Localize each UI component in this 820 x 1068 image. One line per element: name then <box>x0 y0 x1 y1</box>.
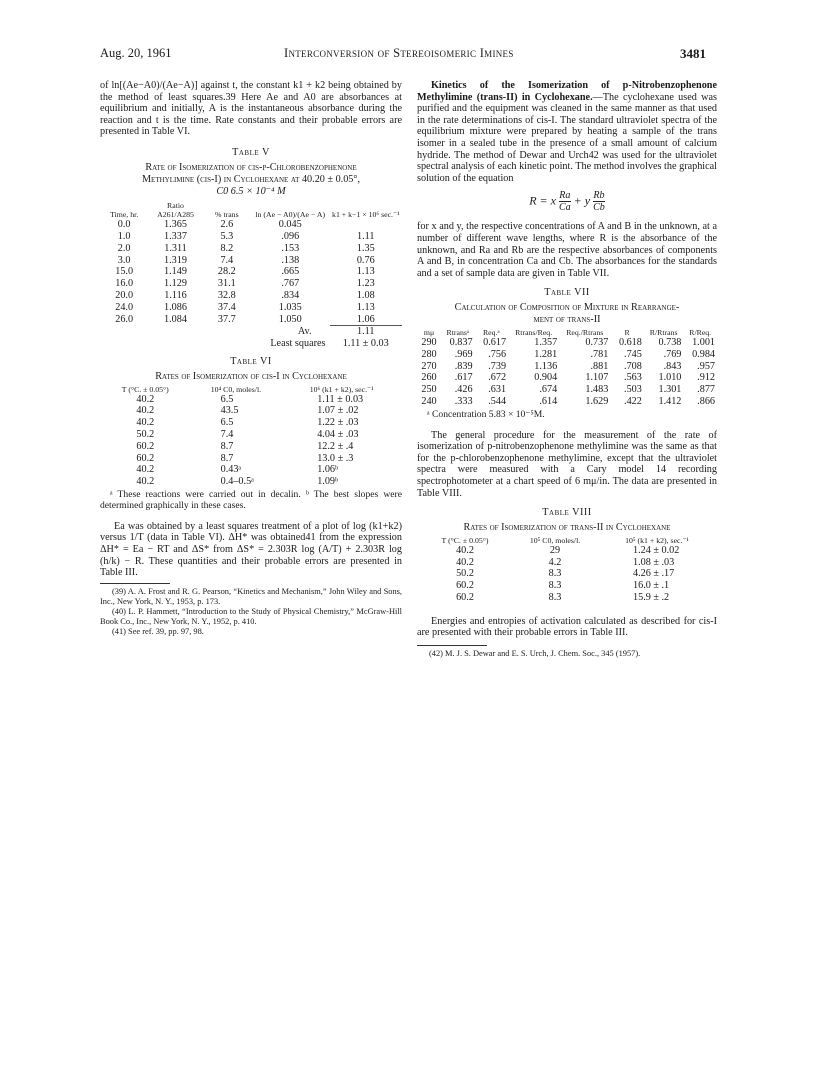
kinetics-paragraph: The cyclohexane used was purified and the equipment was cleaned in the same manner as that used in the rate determinations of cis-I. The standard ultraviolet spectra of the equilibrium mixture were prepared by heating a sample of the trans isomer in a sealed tube in the presence of a small amount of calcium hydride. The method of Dewar and Urch42 was used for the ultraviolet spectral analysis of each kinetic point. The method involves the graphical solution of the equation <box>417 91 717 184</box>
table-cell: 26.0 <box>115 313 134 325</box>
table-cell: 1.319 <box>164 254 187 266</box>
table-cell: 1.301 <box>658 384 682 396</box>
table-cell: .563 <box>624 372 642 384</box>
table-row <box>100 464 402 476</box>
table5-body <box>100 219 402 350</box>
table5-col-header: % trans <box>215 210 239 220</box>
table8-header-row <box>417 536 717 545</box>
table-cell: 0.738 <box>658 336 682 348</box>
table-cell: 16.0 ± .1 <box>633 580 670 592</box>
table-cell: 6.5 <box>220 417 234 429</box>
table-cell: 1.357 <box>534 336 558 348</box>
table-cell: 1.129 <box>164 278 187 290</box>
table-cell: 270 <box>421 360 437 372</box>
average-label: Av. <box>297 326 312 338</box>
table5-col-header: Ratio A261/A285 <box>157 201 194 220</box>
table-cell: .767 <box>281 278 300 290</box>
table8-label: Table VIII <box>542 507 592 519</box>
table-cell: .866 <box>697 395 715 407</box>
table-cell: 1.35 <box>356 242 375 254</box>
table-cell: 40.2 <box>136 393 155 405</box>
table-cell: 1.13 <box>356 266 375 278</box>
table-cell: 1.116 <box>164 289 187 301</box>
table-cell: 32.8 <box>217 289 236 301</box>
table-cell: 8.3 <box>548 568 562 580</box>
table-cell: 1.107 <box>585 372 609 384</box>
fraction-b <box>593 190 605 213</box>
table-cell: .665 <box>281 266 300 278</box>
table7-col-header: R/Req. <box>689 327 712 337</box>
table6-footnote: ᵃ These reactions were carried out in decalin. ᵇ The best slopes were determined graphically in these cases. <box>100 488 402 511</box>
table-cell: 0.4–0.5ᵃ <box>220 476 254 488</box>
table8-col-header: 10⁵ (k1 + k2), sec.⁻¹ <box>625 535 689 545</box>
table-row <box>417 372 717 384</box>
table-row <box>417 337 717 349</box>
table-cell: .957 <box>697 360 715 372</box>
table-cell: 280 <box>421 348 437 360</box>
table-cell: .756 <box>488 348 507 360</box>
table-cell: 1.010 <box>658 372 682 384</box>
table-cell: 6.5 <box>220 393 234 405</box>
table-cell: 8.3 <box>548 580 562 592</box>
table-cell: 1.11 <box>357 230 375 242</box>
table8-body <box>417 545 717 604</box>
table8-col-header: 10⁵ C0, moles/l. <box>529 535 581 545</box>
table-cell: 60.2 <box>136 440 155 452</box>
table-cell: .674 <box>539 384 558 396</box>
table-cell: 50.2 <box>456 568 474 580</box>
table7-col-header: Rtrans/Req. <box>515 327 553 337</box>
table-cell: 2.0 <box>117 242 131 254</box>
table-cell: .745 <box>624 348 642 360</box>
table6-col-header: T (°C. ± 0.05°) <box>121 384 169 394</box>
table-cell: 0.617 <box>483 336 507 348</box>
table-cell: 1.22 ± .03 <box>317 417 359 429</box>
table-cell: .843 <box>663 360 682 372</box>
table-row <box>100 231 402 243</box>
table5-label: Table V <box>232 146 270 158</box>
table7-footnote: ᵃ Concentration 5.83 × 10⁻⁵M. <box>427 408 545 420</box>
table7-col-header: mμ <box>423 327 435 337</box>
table7-label: Table VII <box>544 287 590 299</box>
table-cell: 1.08 <box>356 289 375 301</box>
table-cell: .631 <box>488 384 507 396</box>
table-row <box>100 476 402 488</box>
table-cell: .739 <box>488 360 507 372</box>
table-row <box>100 453 402 465</box>
table-cell: 1.412 <box>658 395 682 407</box>
table-cell: .881 <box>590 360 609 372</box>
table5-subtitle: C0 6.5 × 10⁻⁴ M <box>216 185 286 197</box>
table-cell: 15.9 ± .2 <box>633 592 670 604</box>
section-heading: Kinetics of the Isomerization of p-Nitrobenzophenone Methylimine (trans-II) in Cyclohexane. <box>417 80 717 103</box>
table-cell: 60.2 <box>136 452 155 464</box>
table6 <box>100 385 402 488</box>
table-cell: 40.2 <box>136 417 155 429</box>
table8 <box>417 536 717 604</box>
table-cell: 1.09ᵇ <box>317 476 339 488</box>
table-cell: 40.2 <box>136 405 155 417</box>
reference-42: (42) M. J. S. Dewar and E. S. Urch, J. Chem. Soc., 345 (1957). <box>429 649 641 659</box>
table-cell: 260 <box>421 372 437 384</box>
table5 <box>100 201 402 350</box>
table-cell: 1.084 <box>164 313 187 325</box>
table-cell: 0.045 <box>278 219 302 231</box>
activation-paragraph: Ea was obtained by a least squares treatment of a plot of log (k1+k2) versus 1/T (data in Table VI). ΔH* was obtained41 from the expression ΔH* = Ea − RT and ΔS* from ΔS* = 2.303R log (A/T) + 2.303R log (h/k) − R. These quantities and their probable errors are presented in Table III. <box>100 520 402 579</box>
table-cell: .426 <box>454 384 473 396</box>
table5-col-header: Time, hr. <box>110 210 139 220</box>
table-cell: 0.984 <box>692 348 715 360</box>
table-row <box>100 314 402 326</box>
table7-body <box>417 337 717 408</box>
table-cell: .834 <box>281 289 300 301</box>
reference-39: (39) A. A. Frost and R. G. Pearson, “Kinetics and Mechanism,” John Wiley and Sons, Inc., New York, N. Y., 1953, p. 173. <box>100 586 402 606</box>
frac-numerator: Rb <box>593 190 605 202</box>
table5-col-header: k1 + k−1 × 10⁶ sec.⁻¹ <box>332 210 400 220</box>
table-cell: 1.311 <box>164 242 187 254</box>
table-cell: 0.837 <box>449 336 473 348</box>
table-cell: 40.2 <box>456 556 474 568</box>
footnote-rule <box>417 645 487 646</box>
table-cell: 16.0 <box>115 278 134 290</box>
table-cell: 1.06ᵇ <box>317 464 339 476</box>
table-cell: .153 <box>281 242 300 254</box>
table-cell: .138 <box>281 254 300 266</box>
table-row <box>100 290 402 302</box>
table7-title-line1: Calculation of Composition of Mixture in Rearrange- <box>454 301 680 313</box>
table-cell: 0.737 <box>585 336 609 348</box>
table-cell: 5.3 <box>220 230 234 242</box>
dewar-urch-equation <box>417 190 717 213</box>
table-cell: 1.24 ± 0.02 <box>633 544 680 556</box>
table-cell: 1.11 ± 0.03 <box>317 393 364 405</box>
table-cell: 1.050 <box>278 313 302 325</box>
table-cell: .096 <box>281 230 300 242</box>
energies-paragraph: Energies and entropies of activation calculated as described for cis-I are presented with their probable errors in Table III. <box>417 615 717 639</box>
table-cell: 1.06 <box>356 313 375 325</box>
running-title: Interconversion of Stereoisomeric Imines <box>284 46 514 60</box>
table6-header-row <box>100 385 402 394</box>
table-row <box>100 405 402 417</box>
table-cell: 4.2 <box>548 556 562 568</box>
table-row <box>417 557 717 569</box>
table-cell: 15.0 <box>115 266 134 278</box>
table-cell: 31.1 <box>217 278 236 290</box>
table-cell: 13.0 ± .3 <box>317 452 354 464</box>
table-cell: 250 <box>421 384 437 396</box>
table-row <box>100 278 402 290</box>
fraction-a <box>559 190 571 213</box>
table-cell: 1.149 <box>164 266 187 278</box>
frac-denominator: Cb <box>593 202 605 214</box>
table-cell: 1.337 <box>164 230 187 242</box>
table7-header-row <box>417 328 717 337</box>
table-cell: .333 <box>454 395 473 407</box>
page-number: 3481 <box>680 46 706 61</box>
reference-40: (40) L. P. Hammett, “Introduction to the Study of Physical Chemistry,” McGraw-Hill Book Co., Inc., New York, N. Y., 1952, p. 410. <box>100 606 402 626</box>
table-cell: 0.618 <box>618 336 642 348</box>
table-cell: 29 <box>549 544 561 556</box>
table-cell <box>330 219 403 231</box>
table5-average-row <box>100 326 402 338</box>
table-cell: 1.001 <box>692 336 715 348</box>
table-cell: 20.0 <box>115 289 134 301</box>
left-column <box>100 80 402 637</box>
table-row <box>100 441 402 453</box>
table6-col-header: 10⁶ (k1 + k2), sec.⁻¹ <box>309 384 374 394</box>
table-row <box>100 417 402 429</box>
table7-col-header: R/Rtrans <box>649 327 678 337</box>
table-cell: 1.23 <box>356 278 375 290</box>
table-cell: .769 <box>663 348 682 360</box>
table-cell: .503 <box>624 384 642 396</box>
table-cell: 240 <box>421 395 437 407</box>
table6-col-header: 10⁴ C0, moles/l. <box>210 384 262 394</box>
table-cell: .969 <box>454 348 473 360</box>
table7-col-header: Req./Rtrans <box>566 327 604 337</box>
table-cell: 8.3 <box>548 592 562 604</box>
table-cell: 60.2 <box>456 592 474 604</box>
table-row <box>100 266 402 278</box>
table-cell: 28.2 <box>217 266 236 278</box>
table-row <box>100 429 402 441</box>
table-row <box>417 349 717 361</box>
table-row <box>100 243 402 255</box>
header-date: Aug. 20, 1961 <box>100 46 172 60</box>
table-cell: 0.43ᵃ <box>220 464 242 476</box>
table-cell: .708 <box>624 360 642 372</box>
table-cell: 40.2 <box>136 476 155 488</box>
right-column <box>417 80 717 659</box>
table-row <box>417 592 717 604</box>
table8-title: Rates of Isomerization of trans-II in Cyclohexane <box>463 521 671 533</box>
table-row <box>100 255 402 267</box>
table-cell: .614 <box>539 395 558 407</box>
table7-col-header: Rtransᵃ <box>446 327 470 337</box>
footnote-rule <box>100 583 170 584</box>
table6-body <box>100 394 402 488</box>
table-cell: 1.629 <box>585 395 609 407</box>
table5-header-row <box>100 201 402 219</box>
table-row <box>417 396 717 408</box>
table-cell: 0.76 <box>356 254 375 266</box>
table-cell: .839 <box>454 360 473 372</box>
least-squares-label: Least squares <box>270 338 326 350</box>
table8-col-header: T (°C. ± 0.05°) <box>441 535 489 545</box>
least-squares-value: 1.11 ± 0.03 <box>342 338 389 350</box>
table6-title: Rates of Isomerization of cis-I in Cyclohexane <box>155 370 347 382</box>
table-row <box>417 568 717 580</box>
table-cell: 40.2 <box>456 544 474 556</box>
table-row <box>100 302 402 314</box>
table-cell: 4.04 ± .03 <box>317 428 359 440</box>
equation-middle: + y <box>573 193 591 208</box>
equation-explanation: for x and y, the respective concentrations of A and B in the unknown, at a number of different wave lengths, where R is the absorbance of the unknown, and Ra and Rb are the respective absorbances of components A and B, in concentration Ca and Cb. The absorbances for the standards and a set of sample data are given in Table VII. <box>417 221 717 279</box>
table-row <box>417 580 717 592</box>
table-cell: 290 <box>421 336 437 348</box>
table-cell: 1.483 <box>585 384 609 396</box>
table-cell: 8.7 <box>220 452 234 464</box>
table-cell: 1.0 <box>117 230 131 242</box>
table-row <box>417 384 717 396</box>
table-cell: .781 <box>590 348 609 360</box>
table-cell: 1.07 ± .02 <box>317 405 359 417</box>
table-cell: 1.365 <box>164 219 187 231</box>
intro-paragraph: of ln[(Ae−A0)/(Ae−A)] against t, the constant k1 + k2 being obtained by the method of least squares.39 Here Ae and A0 are absorbances at equilibrium and initially, A is the instantaneous absorbance during the reaction and t is the time. Rate constants and their probable errors are presented in Table VI. <box>100 80 402 138</box>
table-cell: .877 <box>697 384 715 396</box>
table-cell: 0.0 <box>117 219 131 231</box>
table-cell: 7.4 <box>220 428 234 440</box>
table7-col-header: R <box>624 327 630 337</box>
table5-title-line2: Methylimine (cis-I) in Cyclohexane at 40.20 ± 0.05°, <box>141 173 361 185</box>
table-row <box>417 545 717 557</box>
kinetics-section: Kinetics of the Isomerization of p-Nitrobenzophenone Methylimine (trans-II) in Cyclohexane.—The cyclohexane used was purified and the equipment was cleaned in the same manner as that used in the rate determinations of cis-I. The standard ultraviolet spectra of the equilibrium mixture were prepared by heating a sample of the trans isomer in a sealed tube in the presence of a small amount of calcium hydride. The method of Dewar and Urch42 was used for the ultraviolet spectral analysis of each kinetic point. The method involves the graphical solution of the equation <box>417 80 717 184</box>
table-cell: .617 <box>454 372 473 384</box>
table5-col-header: ln (Ae − A0)/(Ae − A) <box>255 210 326 220</box>
table-cell: 0.904 <box>534 372 558 384</box>
table-cell: 50.2 <box>136 428 155 440</box>
table-row <box>100 394 402 406</box>
table7-col-header: Req.ᵃ <box>482 327 500 337</box>
table7-title-line2: ment of trans-II <box>533 313 601 325</box>
table-cell: .672 <box>488 372 507 384</box>
table-cell: 12.2 ± .4 <box>317 440 354 452</box>
table-cell: 37.7 <box>217 313 236 325</box>
procedure-paragraph: The general procedure for the measurement of the rate of isomerization of p-nitrobenzophenone methylimine was the same as that for the p-chlorobenzophenone methylimine, except that the ultraviolet spectra were measured with a Cary model 14 recording spectrophotometer at a chart speed of 6 mμ/in. The data are presented in Table VIII. <box>417 429 717 499</box>
table-cell: .422 <box>624 395 642 407</box>
table7 <box>417 328 717 408</box>
table-cell: 8.2 <box>220 242 234 254</box>
table-row <box>417 361 717 373</box>
average-value: 1.11 <box>330 326 403 338</box>
table-cell: 37.4 <box>217 301 236 313</box>
table-cell: .912 <box>697 372 715 384</box>
table-cell: 7.4 <box>220 254 234 266</box>
table-cell: 1.08 ± .03 <box>633 556 675 568</box>
table-cell: 1.086 <box>164 301 187 313</box>
table-cell: 1.136 <box>534 360 558 372</box>
table-cell: 8.7 <box>220 440 234 452</box>
table-row <box>100 219 402 231</box>
frac-numerator: Ra <box>559 190 571 202</box>
reference-41: (41) See ref. 39, pp. 97, 98. <box>112 626 204 636</box>
equation-lhs: R = x <box>529 193 556 208</box>
table-cell: 1.281 <box>534 348 558 360</box>
frac-denominator: Ca <box>558 202 571 214</box>
table-cell: .544 <box>488 395 507 407</box>
table5-least-squares-row <box>100 338 402 350</box>
table6-label: Table VI <box>230 355 272 367</box>
table5-title-line1: Rate of Isomerization of cis-p-Chlorobenzophenone <box>145 161 357 173</box>
table-cell: 60.2 <box>456 580 474 592</box>
table-cell: 24.0 <box>115 301 134 313</box>
table-cell: 40.2 <box>136 464 155 476</box>
table-cell: 2.6 <box>220 219 234 231</box>
table-cell: 1.13 <box>356 301 375 313</box>
table-cell: 4.26 ± .17 <box>633 568 675 580</box>
table-cell: 3.0 <box>117 254 131 266</box>
table-cell: 43.5 <box>220 405 239 417</box>
table-cell: 1.035 <box>278 301 302 313</box>
